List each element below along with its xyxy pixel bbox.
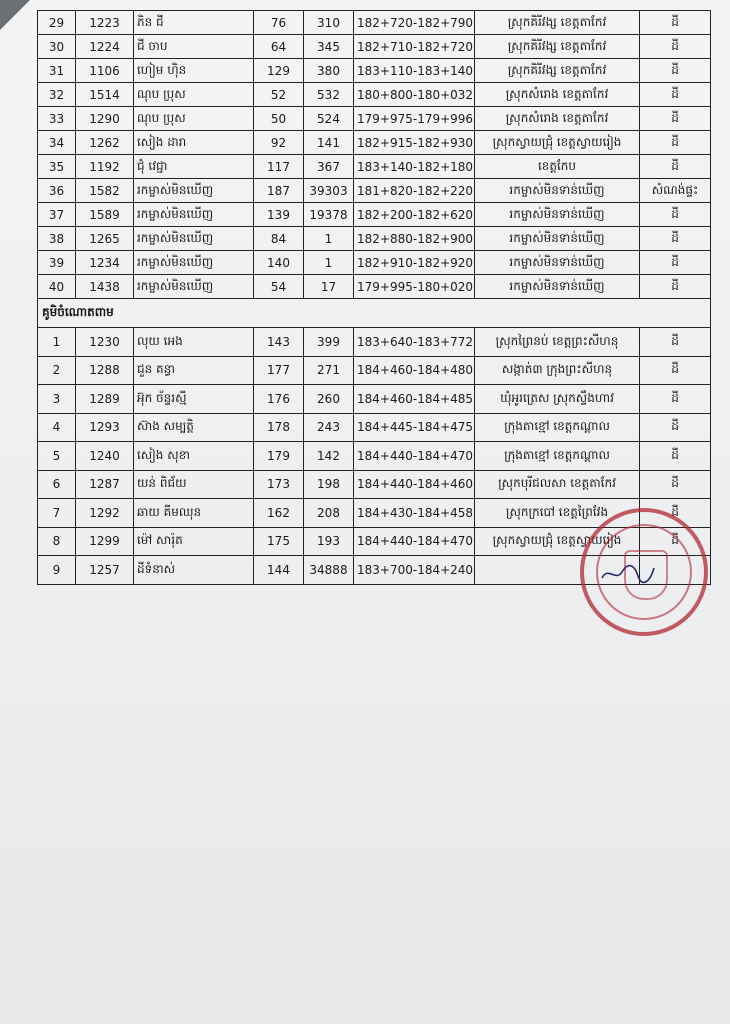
cell-location: រកម្ចាស់មិនទាន់ឃើញ	[475, 203, 640, 227]
cell-count-a: 179	[254, 442, 304, 471]
cell-count-b: 367	[304, 155, 354, 179]
cell-location: ឃុំអូរត្រេស ស្រុកស្ទឹងហាវ	[475, 385, 640, 414]
cell-km-range: 182+880-182+900	[354, 227, 475, 251]
section-header: គូមិចំណោតពាម	[38, 299, 711, 328]
table-row	[38, 251, 711, 275]
cell-location: ស្រុកបុរីជលសា ខេត្តតាកែវ	[475, 470, 640, 499]
cell-count-a: 76	[254, 11, 304, 35]
cell-location: ស្រុកគិរីវង្ស ខេត្តតាកែវ	[475, 11, 640, 35]
table-row	[38, 11, 711, 35]
cell-km-range: 182+200-182+620	[354, 203, 475, 227]
cell-count-a: 139	[254, 203, 304, 227]
table-row	[38, 470, 711, 499]
cell-count-b: 310	[304, 11, 354, 35]
cell-property-type: ដី	[640, 385, 711, 414]
cell-count-a: 176	[254, 385, 304, 414]
cell-count-b: 524	[304, 107, 354, 131]
cell-km-range: 183+640-183+772	[354, 328, 475, 357]
table-body-top	[38, 11, 711, 299]
cell-record-id: 1265	[76, 227, 134, 251]
cell-row-number: 40	[38, 275, 76, 299]
cell-property-type: សំណង់ផ្ទះ	[640, 179, 711, 203]
cell-record-id: 1257	[76, 556, 134, 585]
cell-count-a: 187	[254, 179, 304, 203]
cell-row-number: 33	[38, 107, 76, 131]
signature-mark	[598, 560, 658, 586]
cell-owner-name: ណុប ប្រុស	[134, 107, 254, 131]
cell-row-number: 6	[38, 470, 76, 499]
cell-property-type: ដី	[640, 83, 711, 107]
table-row	[38, 227, 711, 251]
cell-record-id: 1292	[76, 499, 134, 528]
cell-property-type: ដី	[640, 356, 711, 385]
cell-count-b: 208	[304, 499, 354, 528]
cell-row-number: 29	[38, 11, 76, 35]
cell-count-a: 162	[254, 499, 304, 528]
cell-count-b: 19378	[304, 203, 354, 227]
cell-owner-name: រកម្ចាស់មិនឃើញ	[134, 203, 254, 227]
cell-owner-name: ណុប ប្រុស	[134, 83, 254, 107]
cell-count-a: 129	[254, 59, 304, 83]
cell-owner-name: ហៀម ហ៊ិន	[134, 59, 254, 83]
cell-count-b: 260	[304, 385, 354, 414]
cell-location: ស្រុកគិរីវង្ស ខេត្តតាកែវ	[475, 59, 640, 83]
cell-row-number: 30	[38, 35, 76, 59]
cell-row-number: 31	[38, 59, 76, 83]
cell-location: ស្រុកគិរីវង្ស ខេត្តតាកែវ	[475, 35, 640, 59]
table-row	[38, 131, 711, 155]
cell-location: ក្រុងតាខ្មៅ ខេត្តកណ្តាល	[475, 442, 640, 471]
cell-row-number: 4	[38, 413, 76, 442]
cell-owner-name: អ៊ុក ច័ន្ទរស្មី	[134, 385, 254, 414]
cell-record-id: 1234	[76, 251, 134, 275]
table-row	[38, 59, 711, 83]
cell-owner-name: យន់ ពិជ័យ	[134, 470, 254, 499]
cell-owner-name: ស៊ាង សម្បត្តិ	[134, 413, 254, 442]
folded-corner	[0, 0, 30, 30]
cell-km-range: 182+910-182+920	[354, 251, 475, 275]
cell-km-range: 184+445-184+475	[354, 413, 475, 442]
cell-km-range: 182+915-182+930	[354, 131, 475, 155]
cell-location: ក្រុងតាខ្មៅ ខេត្តកណ្តាល	[475, 413, 640, 442]
cell-row-number: 39	[38, 251, 76, 275]
cell-location: ស្រុកព្រៃនប់ ខេត្តព្រះសីហនុ	[475, 328, 640, 357]
cell-property-type: ដី	[640, 203, 711, 227]
table-row	[38, 83, 711, 107]
cell-location: រកម្ចាស់មិនទាន់ឃើញ	[475, 251, 640, 275]
cell-row-number: 36	[38, 179, 76, 203]
section-header-row	[38, 299, 711, 328]
table-row	[38, 107, 711, 131]
cell-km-range: 184+430-184+458	[354, 499, 475, 528]
cell-row-number: 2	[38, 356, 76, 385]
cell-property-type: ដី	[640, 413, 711, 442]
cell-count-b: 39303	[304, 179, 354, 203]
cell-count-b: 380	[304, 59, 354, 83]
cell-record-id: 1290	[76, 107, 134, 131]
table-row	[38, 442, 711, 471]
cell-count-b: 243	[304, 413, 354, 442]
cell-location: ស្រុកសំរោង ខេត្តតាកែវ	[475, 83, 640, 107]
table-row	[38, 203, 711, 227]
land-ledger-table	[37, 10, 711, 585]
cell-km-range: 179+975-179+996	[354, 107, 475, 131]
cell-count-a: 52	[254, 83, 304, 107]
cell-property-type: ដី	[640, 470, 711, 499]
cell-owner-name: ដីទំនាស់	[134, 556, 254, 585]
cell-row-number: 35	[38, 155, 76, 179]
cell-row-number: 7	[38, 499, 76, 528]
cell-count-a: 173	[254, 470, 304, 499]
cell-count-a: 84	[254, 227, 304, 251]
cell-count-a: 144	[254, 556, 304, 585]
cell-km-range: 184+440-184+470	[354, 527, 475, 556]
cell-property-type: ដី	[640, 131, 711, 155]
cell-count-a: 177	[254, 356, 304, 385]
cell-location: ខេត្តកែប	[475, 155, 640, 179]
cell-owner-name: រកម្ចាស់មិនឃើញ	[134, 179, 254, 203]
cell-owner-name: រកម្ចាស់មិនឃើញ	[134, 251, 254, 275]
cell-count-b: 345	[304, 35, 354, 59]
cell-property-type: ដី	[640, 107, 711, 131]
cell-count-a: 143	[254, 328, 304, 357]
cell-location: ស្រុកស្វាយជ្រុំ ខេត្តស្វាយរៀង	[475, 131, 640, 155]
cell-count-a: 175	[254, 527, 304, 556]
cell-record-id: 1240	[76, 442, 134, 471]
cell-owner-name: ម៉ៅ សារ៉ុត	[134, 527, 254, 556]
cell-count-b: 193	[304, 527, 354, 556]
cell-owner-name: ភិន ជី	[134, 11, 254, 35]
cell-record-id: 1224	[76, 35, 134, 59]
cell-location: ស្រុកសំរោង ខេត្តតាកែវ	[475, 107, 640, 131]
table-row	[38, 35, 711, 59]
cell-count-b: 34888	[304, 556, 354, 585]
cell-record-id: 1438	[76, 275, 134, 299]
cell-row-number: 37	[38, 203, 76, 227]
cell-km-range: 182+710-182+720	[354, 35, 475, 59]
cell-record-id: 1288	[76, 356, 134, 385]
cell-property-type: ដី	[640, 499, 711, 528]
cell-count-b: 271	[304, 356, 354, 385]
cell-location: រកម្ចាស់មិនទាន់ឃើញ	[475, 179, 640, 203]
cell-km-range: 182+720-182+790	[354, 11, 475, 35]
cell-owner-name: រកម្ចាស់មិនឃើញ	[134, 275, 254, 299]
cell-row-number: 32	[38, 83, 76, 107]
cell-record-id: 1192	[76, 155, 134, 179]
table-row	[38, 413, 711, 442]
cell-location: រកម្ចាស់មិនទាន់ឃើញ	[475, 227, 640, 251]
cell-owner-name: ឆាយ គីមឈុន	[134, 499, 254, 528]
cell-row-number: 1	[38, 328, 76, 357]
cell-km-range: 184+440-184+460	[354, 470, 475, 499]
cell-km-range: 184+440-184+470	[354, 442, 475, 471]
cell-property-type: ដី	[640, 527, 711, 556]
cell-km-range: 180+800-180+032	[354, 83, 475, 107]
cell-row-number: 8	[38, 527, 76, 556]
cell-record-id: 1262	[76, 131, 134, 155]
cell-property-type: ដី	[640, 251, 711, 275]
cell-count-b: 142	[304, 442, 354, 471]
cell-property-type: ដី	[640, 328, 711, 357]
cell-location: សង្កាត់៣ ក្រុងព្រះសីហនុ	[475, 356, 640, 385]
table-row	[38, 179, 711, 203]
cell-record-id: 1289	[76, 385, 134, 414]
cell-record-id: 1223	[76, 11, 134, 35]
cell-owner-name: លុយ អេង	[134, 328, 254, 357]
cell-count-a: 92	[254, 131, 304, 155]
cell-location: ស្រុកក្របៅ ខេត្តព្រៃវែង	[475, 499, 640, 528]
cell-record-id: 1582	[76, 179, 134, 203]
cell-property-type: ដី	[640, 11, 711, 35]
cell-property-type: ដី	[640, 227, 711, 251]
cell-row-number: 38	[38, 227, 76, 251]
cell-km-range: 184+460-184+485	[354, 385, 475, 414]
cell-count-a: 178	[254, 413, 304, 442]
cell-count-b: 17	[304, 275, 354, 299]
cell-count-a: 140	[254, 251, 304, 275]
cell-property-type: ដី	[640, 275, 711, 299]
cell-count-b: 532	[304, 83, 354, 107]
cell-record-id: 1299	[76, 527, 134, 556]
cell-count-b: 141	[304, 131, 354, 155]
cell-record-id: 1589	[76, 203, 134, 227]
cell-owner-name: រកម្ចាស់មិនឃើញ	[134, 227, 254, 251]
cell-km-range: 183+110-183+140	[354, 59, 475, 83]
cell-owner-name: ជី ចាប	[134, 35, 254, 59]
cell-count-b: 399	[304, 328, 354, 357]
cell-record-id: 1287	[76, 470, 134, 499]
cell-count-b: 1	[304, 227, 354, 251]
cell-row-number: 5	[38, 442, 76, 471]
cell-row-number: 34	[38, 131, 76, 155]
table-row	[38, 385, 711, 414]
table-row	[38, 328, 711, 357]
section-header-body	[38, 299, 711, 328]
cell-property-type: ដី	[640, 35, 711, 59]
cell-count-b: 1	[304, 251, 354, 275]
cell-record-id: 1106	[76, 59, 134, 83]
cell-km-range: 179+995-180+020	[354, 275, 475, 299]
cell-km-range: 183+140-182+180	[354, 155, 475, 179]
cell-owner-name: ជួន គន្ធា	[134, 356, 254, 385]
cell-owner-name: ជុំ វេជ្ជា	[134, 155, 254, 179]
table-row	[38, 356, 711, 385]
cell-km-range: 184+460-184+480	[354, 356, 475, 385]
cell-record-id: 1514	[76, 83, 134, 107]
cell-location: រកម្ចាស់មិនទាន់ឃើញ	[475, 275, 640, 299]
cell-owner-name: សៀង សុខា	[134, 442, 254, 471]
cell-row-number: 3	[38, 385, 76, 414]
cell-count-a: 64	[254, 35, 304, 59]
table-row	[38, 155, 711, 179]
cell-count-a: 117	[254, 155, 304, 179]
cell-location: ស្រុកស្វាយជ្រុំ ខេត្តស្វាយរៀង	[475, 527, 640, 556]
cell-count-b: 198	[304, 470, 354, 499]
table-row	[38, 275, 711, 299]
cell-row-number: 9	[38, 556, 76, 585]
cell-count-a: 50	[254, 107, 304, 131]
cell-count-a: 54	[254, 275, 304, 299]
cell-property-type: ដី	[640, 442, 711, 471]
cell-owner-name: សៀង ដារា	[134, 131, 254, 155]
cell-km-range: 183+700-184+240	[354, 556, 475, 585]
cell-record-id: 1293	[76, 413, 134, 442]
cell-property-type: ដី	[640, 155, 711, 179]
cell-record-id: 1230	[76, 328, 134, 357]
cell-property-type: ដី	[640, 59, 711, 83]
cell-km-range: 181+820-182+220	[354, 179, 475, 203]
